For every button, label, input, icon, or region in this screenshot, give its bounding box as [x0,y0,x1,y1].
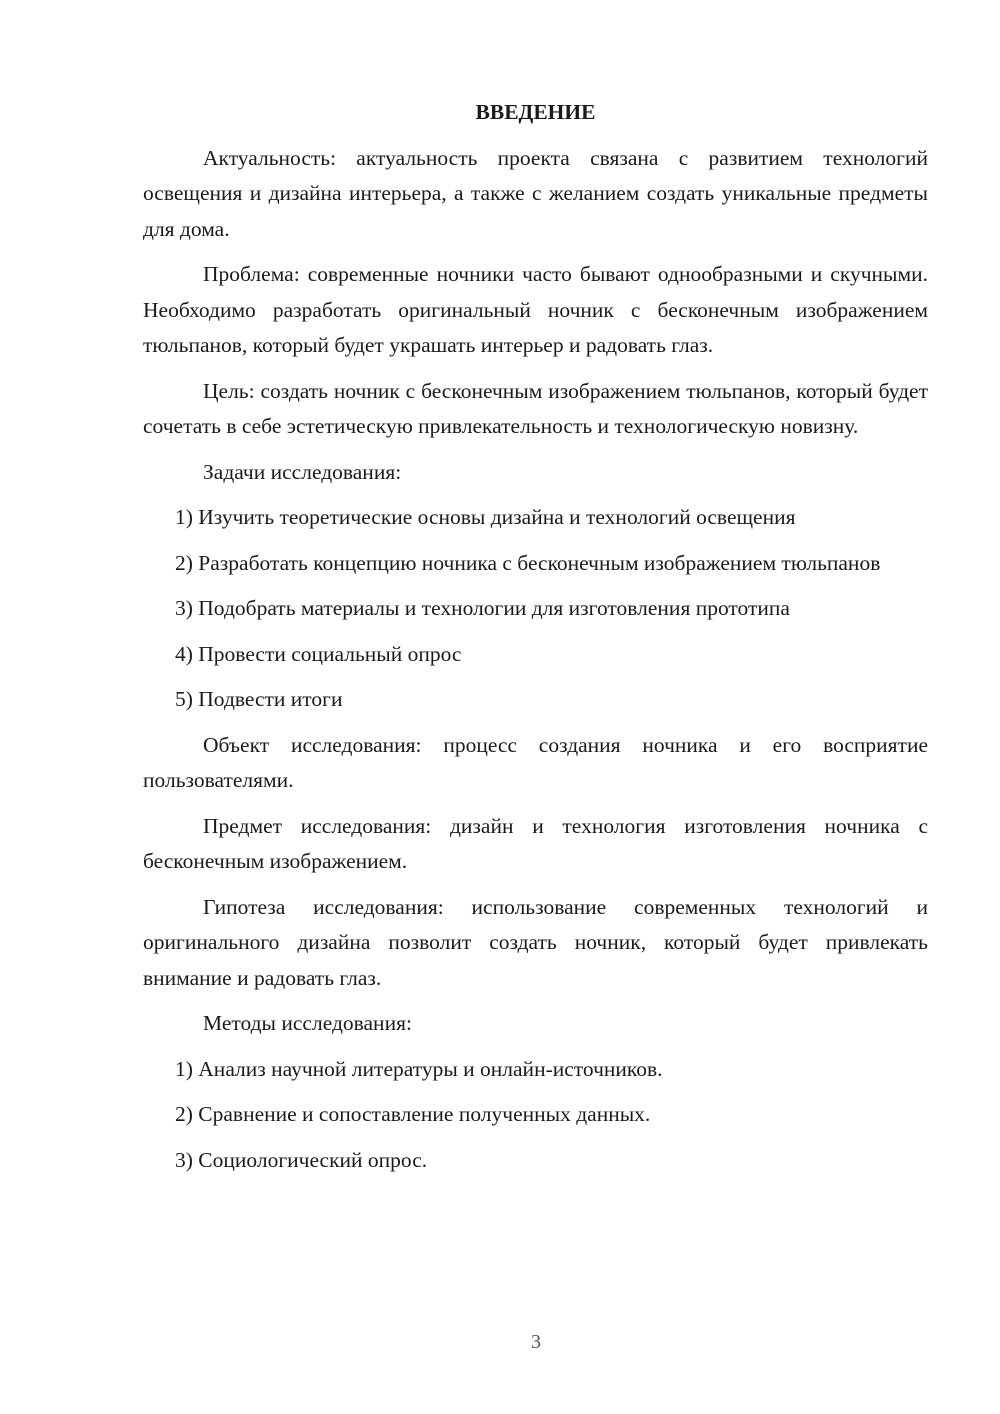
paragraph-tasks-heading: Задачи исследования: [203,459,402,484]
paragraph-hypothesis: Гипотеза исследования: использование современных технологий и оригинального дизайна позволит создать ночник, который будет привлекать внимание и радовать глаз. [143,894,928,990]
page-number: 3 [531,1331,541,1353]
document-page [143,95,928,1188]
section-title: ВВЕДЕНИЕ [475,100,596,124]
list-item-task-5: 5) Подвести итоги [175,687,343,711]
paragraph-subject: Предмет исследования: дизайн и технология изготовления ночника с бесконечным изображением. [143,813,928,873]
paragraph-goal: Цель: создать ночник с бесконечным изображением тюльпанов, который будет сочетать в себе эстетическую привлекательность и технологическую новизну. [143,378,928,438]
list-item-method-2: 2) Сравнение и сопоставление полученных данных. [175,1102,651,1126]
list-item-task-1: 1) Изучить теоретические основы дизайна и технологий освещения [175,505,796,529]
list-item-method-1: 1) Анализ научной литературы и онлайн-источников. [175,1056,663,1081]
list-item-task-3: 3) Подобрать материалы и технологии для изготовления прототипа [175,596,790,620]
paragraph-relevance: Актуальность: актуальность проекта связана с развитием технологий освещения и дизайна интерьера, а также с желанием создать уникальные предметы для дома. [143,145,928,241]
paragraph-object: Объект исследования: процесс создания ночника и его восприятие пользователями. [143,732,928,792]
list-item-task-4: 4) Провести социальный опрос [175,641,462,666]
paragraph-problem: Проблема: современные ночники часто бывают однообразными и скучными. Необходимо разработать оригинальный ночник с бесконечным изображением тюльпанов, который будет украшать интерьер и радовать глаз. [143,262,928,357]
list-item-task-2: 2) Разработать концепцию ночника с бесконечным изображением тюльпанов [175,550,881,575]
list-item-method-3: 3) Социологический опрос. [175,1147,428,1172]
paragraph-methods-heading: Методы исследования: [203,1011,412,1035]
